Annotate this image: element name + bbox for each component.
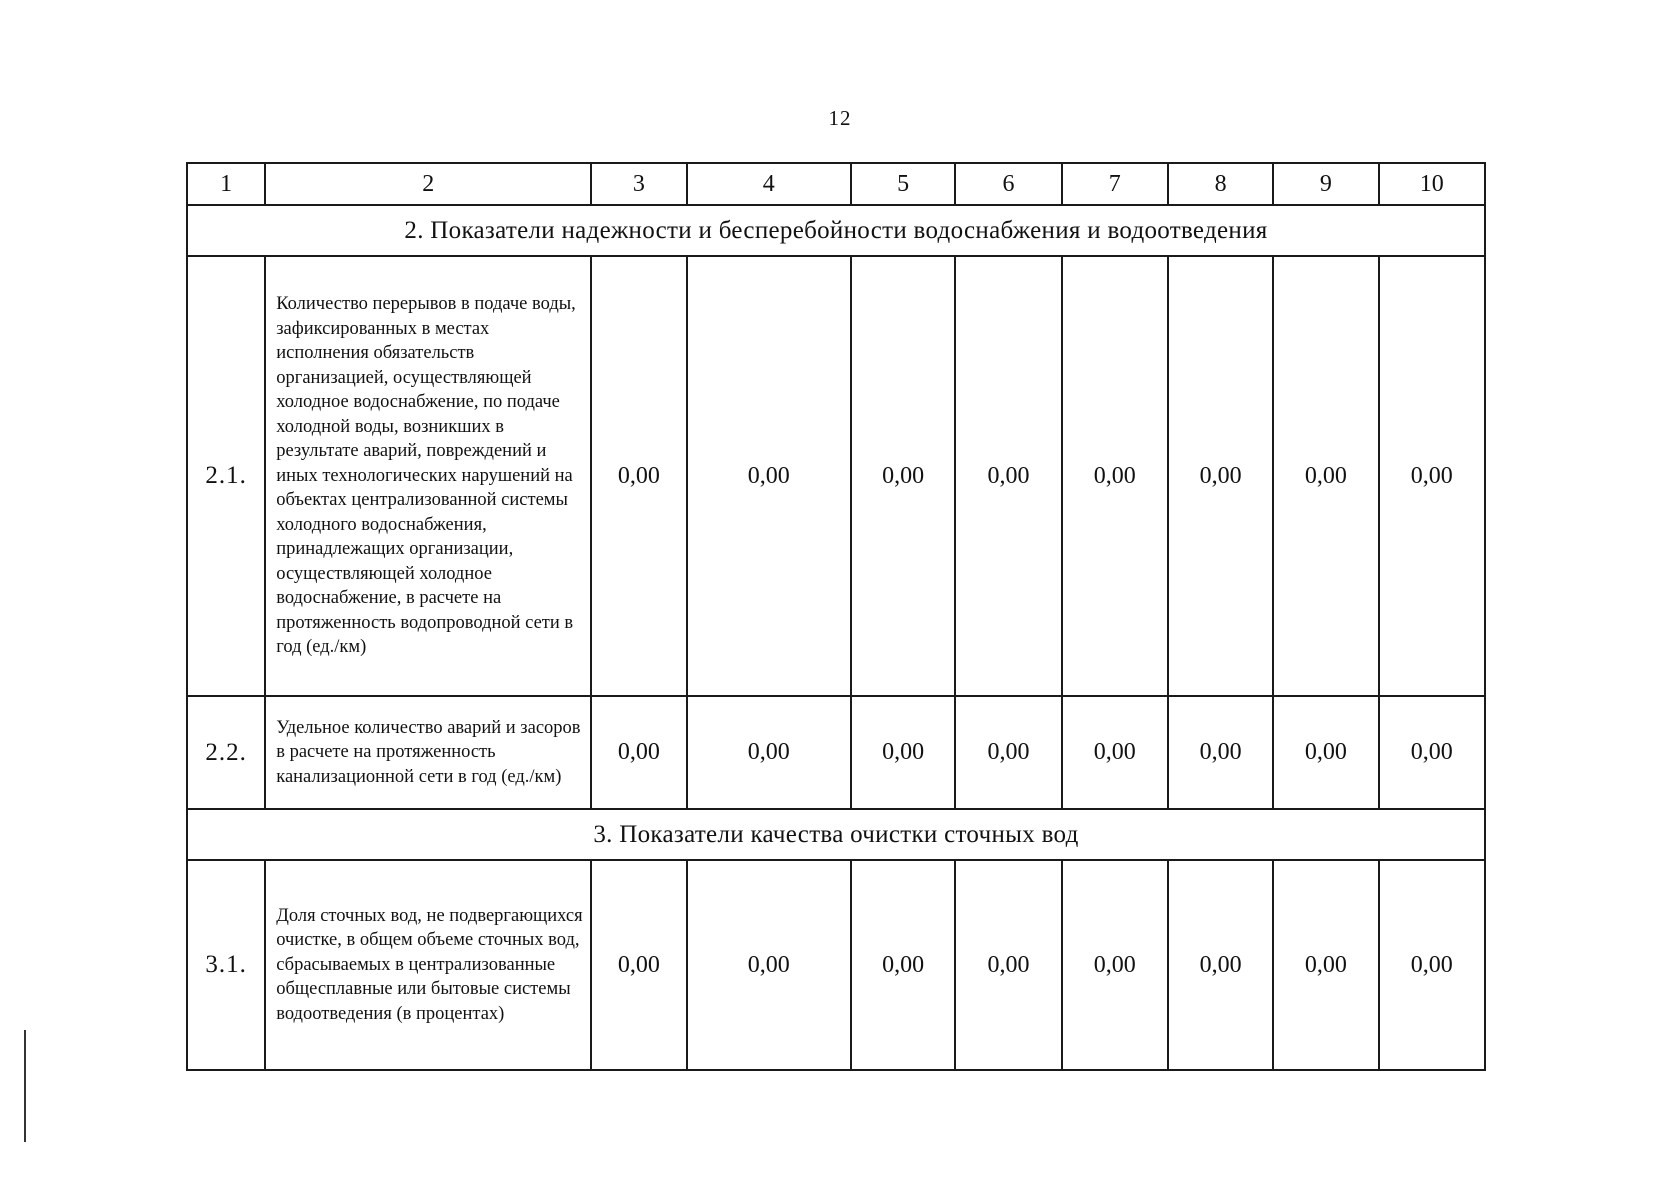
- column-header: 10: [1379, 163, 1485, 205]
- value-cell: 0,00: [1168, 860, 1273, 1070]
- value-cell: 0,00: [955, 256, 1061, 696]
- value-cell: 0,00: [1379, 696, 1485, 809]
- value-cell: 0,00: [1062, 696, 1168, 809]
- column-number-row: [187, 163, 1485, 205]
- value-cell: 0,00: [1168, 696, 1273, 809]
- indicator-description: Количество перерывов в подаче воды, зафиксированных в местах исполнения обязательств организацией, осуществляющей холодное водоснабжение, по подаче холодной воды, возникших в результате аварий, повреждений и иных технологических нарушений на объектах централизованной системы холодного водоснабжения, принадлежащих организации, осуществляющей холодное водоснабжение, в расчете на протяженность водопроводной сети в год (ед./км): [265, 256, 591, 696]
- row-number: 3.1.: [187, 860, 265, 1070]
- section-2-row: [187, 205, 1485, 256]
- column-header: 4: [687, 163, 852, 205]
- value-cell: 0,00: [591, 696, 686, 809]
- value-cell: 0,00: [851, 256, 955, 696]
- indicators-table: [186, 162, 1486, 1071]
- value-cell: 0,00: [955, 860, 1061, 1070]
- column-header: 1: [187, 163, 265, 205]
- value-cell: 0,00: [1062, 256, 1168, 696]
- value-cell: 0,00: [1273, 256, 1378, 696]
- column-header: 8: [1168, 163, 1273, 205]
- value-cell: 0,00: [687, 860, 852, 1070]
- value-cell: 0,00: [851, 696, 955, 809]
- table-row: [187, 860, 1485, 1070]
- table-row: [187, 696, 1485, 809]
- table-row: [187, 256, 1485, 696]
- value-cell: 0,00: [1379, 860, 1485, 1070]
- column-header: 2: [265, 163, 591, 205]
- column-header: 6: [955, 163, 1061, 205]
- row-number: 2.1.: [187, 256, 265, 696]
- scan-margin-line: [24, 1030, 26, 1142]
- column-header: 5: [851, 163, 955, 205]
- section-3-row: [187, 809, 1485, 860]
- value-cell: 0,00: [1168, 256, 1273, 696]
- value-cell: 0,00: [851, 860, 955, 1070]
- section-3-title: 3. Показатели качества очистки сточных вод: [187, 809, 1485, 860]
- indicator-description: Удельное количество аварий и засоров в расчете на протяженность канализационной сети в год (ед./км): [265, 696, 591, 809]
- section-2-title: 2. Показатели надежности и бесперебойности водоснабжения и водоотведения: [187, 205, 1485, 256]
- value-cell: 0,00: [1062, 860, 1168, 1070]
- value-cell: 0,00: [687, 696, 852, 809]
- column-header: 7: [1062, 163, 1168, 205]
- page-number: 12: [828, 106, 852, 130]
- column-header: 9: [1273, 163, 1378, 205]
- value-cell: 0,00: [591, 256, 686, 696]
- value-cell: 0,00: [687, 256, 852, 696]
- indicator-description: Доля сточных вод, не подвергающихся очистке, в общем объеме сточных вод, сбрасываемых в централизованные общесплавные или бытовые системы водоотведения (в процентах): [265, 860, 591, 1070]
- value-cell: 0,00: [1273, 696, 1378, 809]
- value-cell: 0,00: [591, 860, 686, 1070]
- row-number: 2.2.: [187, 696, 265, 809]
- value-cell: 0,00: [1273, 860, 1378, 1070]
- column-header: 3: [591, 163, 686, 205]
- value-cell: 0,00: [1379, 256, 1485, 696]
- value-cell: 0,00: [955, 696, 1061, 809]
